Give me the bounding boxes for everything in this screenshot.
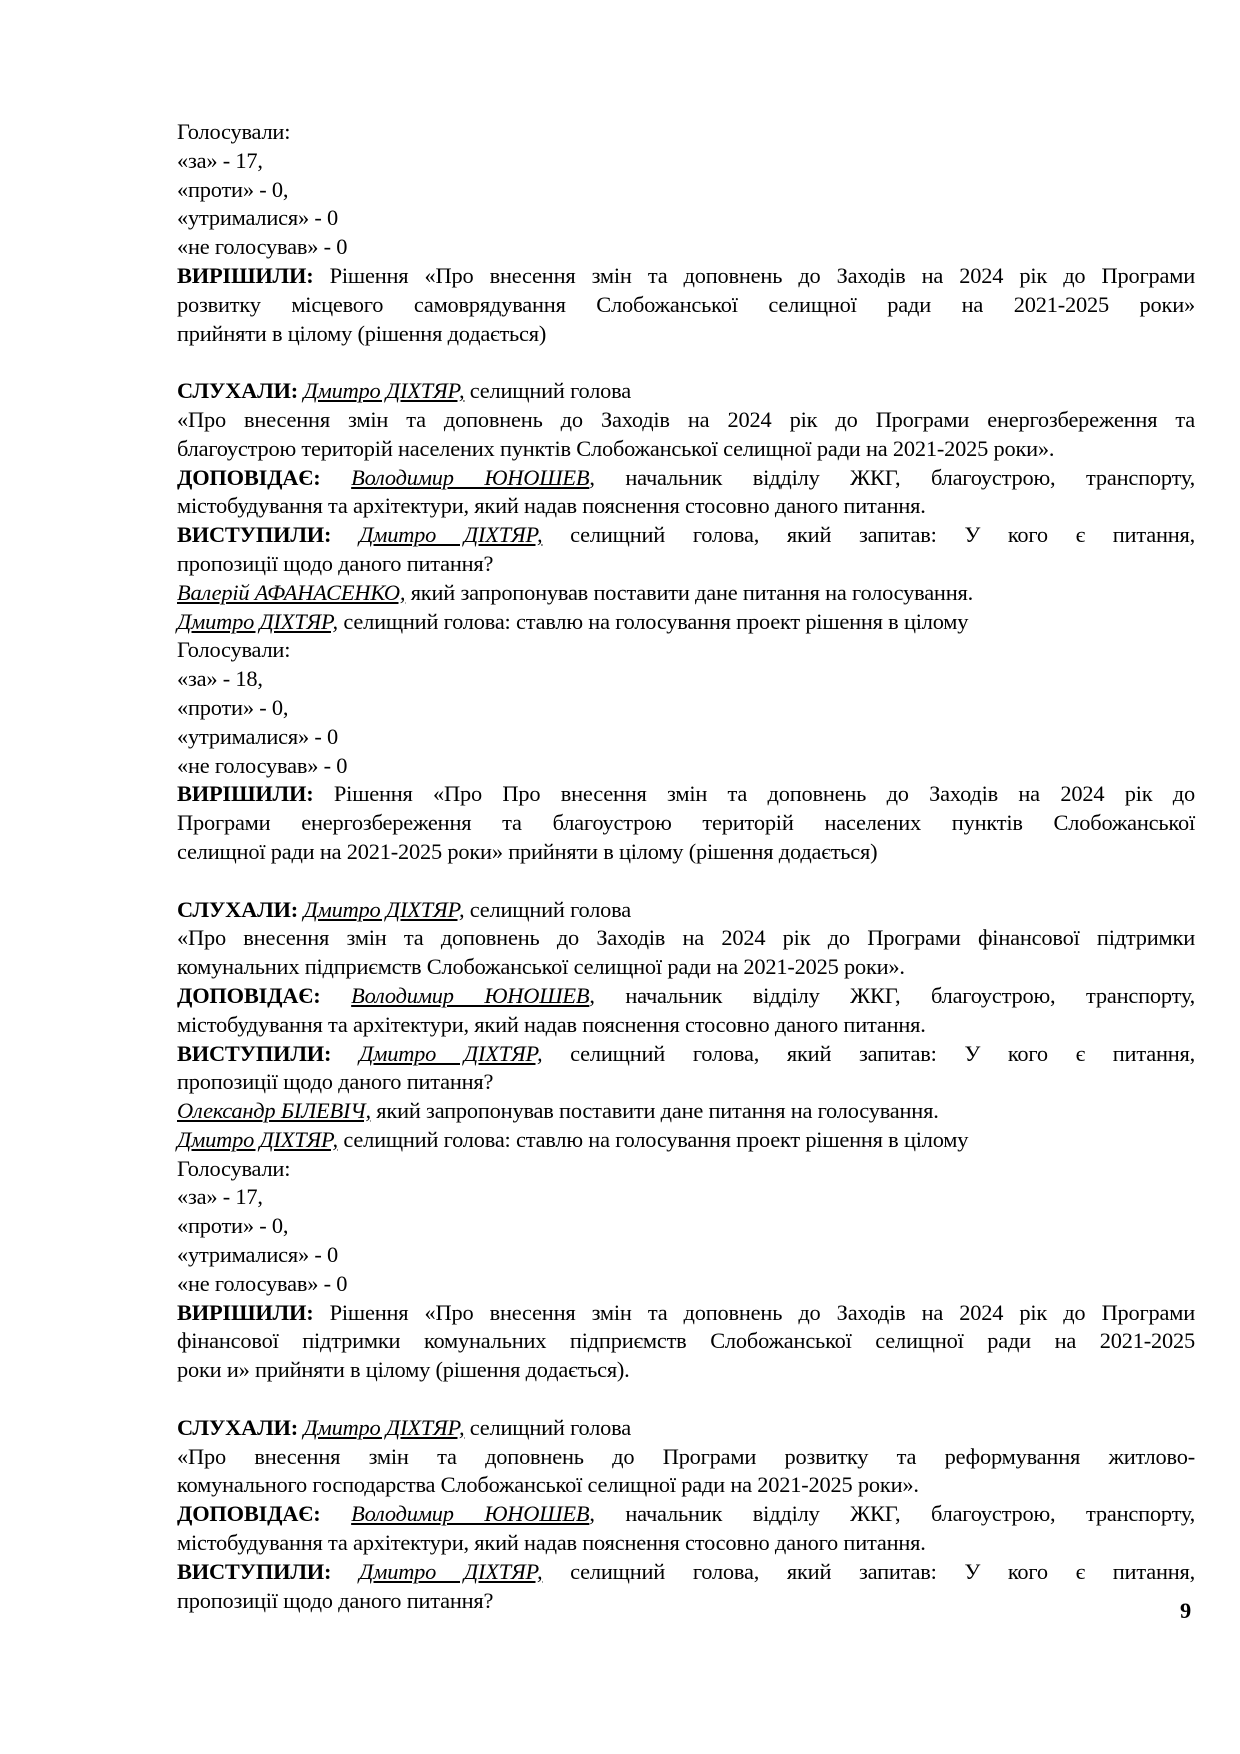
spoke-label: ВИСТУПИЛИ: — [177, 522, 332, 548]
decision-text: Рішення «Про Про внесення змін та доповнень до Заходів на 2024 рік до — [313, 781, 1195, 807]
vote-against: «проти» - 0, — [177, 694, 289, 720]
chair-name: Дмитро ДІХТЯР, — [177, 608, 338, 634]
spacer — [177, 867, 1195, 896]
heard-line — [177, 896, 1195, 925]
vote-not-voted: «не голосував» - 0 — [177, 234, 348, 260]
spoke-line-2: пропозиції щодо даного питання? — [177, 1587, 494, 1613]
decision-line-2: розвитку місцевого самоврядування Слобожанської селищної ради на 2021-2025 роки» — [177, 291, 1195, 317]
decided-label: ВИРІШИЛИ: — [177, 1299, 314, 1325]
speaker-role: селищний голова — [464, 1414, 631, 1440]
spacer — [177, 348, 1195, 377]
spoke-line-1 — [177, 1040, 1195, 1069]
vote-against: «проти» - 0, — [177, 176, 289, 202]
report-line-2: містобудування та архітектури, який надав пояснення стосовно даного питання. — [177, 1011, 926, 1037]
spoke-text: селищний голова, який запитав: У кого є питання, — [542, 1558, 1195, 1584]
vote-not-voted: «не голосував» - 0 — [177, 752, 348, 778]
proposer-name: Валерій АФАНАСЕНКО, — [177, 579, 406, 605]
spoke-name: Дмитро ДІХТЯР, — [359, 1040, 543, 1066]
heard-label: СЛУХАЛИ: — [177, 378, 299, 404]
reporter-role: , начальник відділу ЖКГ, благоустрою, транспорту, — [589, 1501, 1196, 1527]
agenda-item-housing-reform — [177, 1414, 1195, 1616]
topic-line-1: «Про внесення змін та доповнень до Заходів на 2024 рік до Програми енергозбереження та — [177, 406, 1195, 432]
agenda-item-vote-development — [177, 118, 1195, 348]
spacer — [177, 1385, 1195, 1414]
speaker-role: селищний голова — [464, 896, 631, 922]
agenda-item-energy-saving — [177, 377, 1195, 867]
topic-line-1: «Про внесення змін та доповнень до Заходів на 2024 рік до Програми фінансової підтримки — [177, 925, 1195, 951]
agenda-item-financial-support — [177, 896, 1195, 1386]
report-line-1 — [177, 982, 1195, 1011]
vote-against: «проти» - 0, — [177, 1213, 289, 1239]
report-label: ДОПОВІДАЄ: — [177, 464, 321, 490]
page-number: 9 — [1180, 1598, 1192, 1623]
decision-line-1 — [177, 262, 1195, 291]
decision-line-2: Програми енергозбереження та благоустрою територій населених пунктів Слобожанської — [177, 810, 1195, 836]
decision-line-1 — [177, 1299, 1195, 1328]
reporter-name: Володимир ЮНОШЕВ — [351, 1501, 590, 1527]
topic-line-2: комунального господарства Слобожанської селищної ради на 2021-2025 роки». — [177, 1472, 919, 1498]
vote-for: «за» - 17, — [177, 147, 263, 173]
topic-line-2: комунальних підприємств Слобожанської селищної ради на 2021-2025 роки». — [177, 954, 905, 980]
report-line-1 — [177, 1500, 1195, 1529]
vote-not-voted: «не голосував» - 0 — [177, 1270, 348, 1296]
chair-line — [177, 1126, 1195, 1155]
vote-for: «за» - 17, — [177, 1184, 263, 1210]
spoke-name: Дмитро ДІХТЯР, — [359, 522, 543, 548]
reporter-role: , начальник відділу ЖКГ, благоустрою, транспорту, — [589, 464, 1196, 490]
reporter-name: Володимир ЮНОШЕВ — [351, 982, 590, 1008]
chair-text: селищний голова: ставлю на голосування проект рішення в цілому — [337, 1126, 969, 1152]
speaker-role: селищний голова — [464, 378, 631, 404]
vote-label: Голосували: — [177, 1155, 291, 1181]
speaker-name: Дмитро ДІХТЯР, — [303, 378, 465, 404]
topic-line-1: «Про внесення змін та доповнень до Програми розвитку та реформування житлово- — [177, 1443, 1195, 1469]
decided-label: ВИРІШИЛИ: — [177, 262, 314, 288]
spoke-name: Дмитро ДІХТЯР, — [359, 1558, 543, 1584]
heard-line — [177, 1414, 1195, 1443]
decided-label: ВИРІШИЛИ: — [177, 781, 314, 807]
spoke-line-2: пропозиції щодо даного питання? — [177, 1069, 494, 1095]
speaker-name: Дмитро ДІХТЯР, — [303, 896, 465, 922]
spoke-line-1 — [177, 521, 1195, 550]
speaker-name: Дмитро ДІХТЯР, — [303, 1414, 465, 1440]
spoke-text: селищний голова, який запитав: У кого є питання, — [542, 1040, 1195, 1066]
proposal-line — [177, 1097, 1195, 1126]
decision-text: Рішення «Про внесення змін та доповнень до Заходів на 2024 рік до Програми — [329, 262, 1195, 288]
report-line-2: містобудування та архітектури, який надав пояснення стосовно даного питання. — [177, 493, 926, 519]
chair-name: Дмитро ДІХТЯР, — [177, 1126, 338, 1152]
decision-line-3: прийняти в цілому (рішення додається) — [177, 320, 547, 346]
document-body — [177, 118, 1195, 1615]
decision-line-3: селищної ради на 2021-2025 роки» прийняти в цілому (рішення додається) — [177, 838, 878, 864]
decision-line-1 — [177, 780, 1195, 809]
decision-text: Рішення «Про внесення змін та доповнень до Заходів на 2024 рік до Програми — [313, 1299, 1195, 1325]
spoke-line-1 — [177, 1558, 1195, 1587]
vote-label: Голосували: — [177, 637, 291, 663]
proposal-text: який запропонував поставити дане питання на голосування. — [405, 579, 973, 605]
proposal-text: який запропонував поставити дане питання на голосування. — [370, 1098, 939, 1124]
report-line-1 — [177, 464, 1195, 493]
chair-line — [177, 608, 1195, 637]
chair-text: селищний голова: ставлю на голосування проект рішення в цілому — [337, 608, 969, 634]
proposal-line — [177, 579, 1195, 608]
vote-abstain: «утрималися» - 0 — [177, 723, 339, 749]
proposer-name: Олександр БІЛЕВІЧ, — [177, 1098, 371, 1124]
vote-label: Голосували: — [177, 119, 291, 144]
vote-abstain: «утрималися» - 0 — [177, 205, 339, 231]
heard-label: СЛУХАЛИ: — [177, 896, 299, 922]
spoke-line-2: пропозиції щодо даного питання? — [177, 550, 494, 576]
decision-line-2: фінансової підтримки комунальних підприємств Слобожанської селищної ради на 2021-2025 — [177, 1328, 1195, 1354]
spoke-label: ВИСТУПИЛИ: — [177, 1040, 332, 1066]
report-label: ДОПОВІДАЄ: — [177, 982, 321, 1008]
reporter-role: , начальник відділу ЖКГ, благоустрою, транспорту, — [589, 982, 1196, 1008]
vote-abstain: «утрималися» - 0 — [177, 1242, 339, 1268]
decision-line-3: роки и» прийняти в цілому (рішення додається). — [177, 1357, 630, 1383]
topic-line-2: благоустрою територій населених пунктів Слобожанської селищної ради на 2021-2025 роки». — [177, 435, 1055, 461]
report-label: ДОПОВІДАЄ: — [177, 1501, 321, 1527]
report-line-2: містобудування та архітектури, який надав пояснення стосовно даного питання. — [177, 1530, 926, 1556]
spoke-text: селищний голова, який запитав: У кого є питання, — [542, 522, 1195, 548]
spoke-label: ВИСТУПИЛИ: — [177, 1558, 332, 1584]
vote-for: «за» - 18, — [177, 666, 263, 692]
heard-label: СЛУХАЛИ: — [177, 1414, 299, 1440]
heard-line — [177, 377, 1195, 406]
reporter-name: Володимир ЮНОШЕВ — [351, 464, 590, 490]
